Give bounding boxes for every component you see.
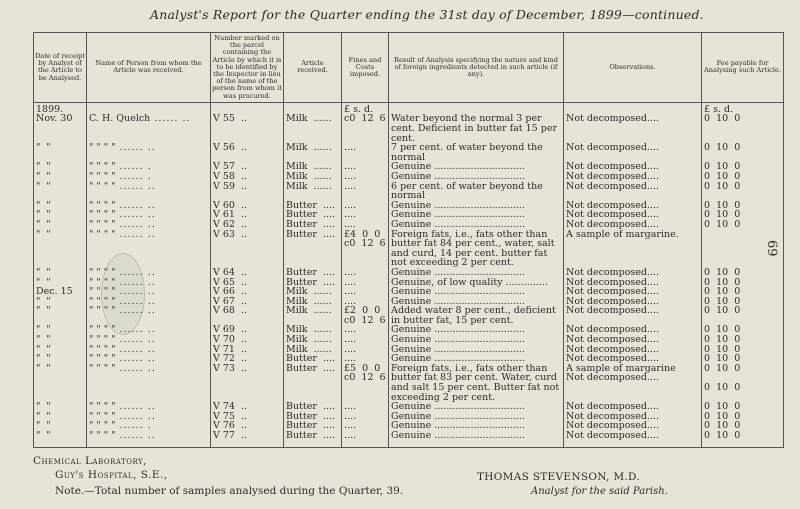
row-name: " " " " ...... .. [87,230,211,268]
row-observation: Not decomposed.... [564,325,702,335]
header-row [34,33,784,103]
row-mark: V 70 .. [211,335,284,345]
table-row [34,182,784,201]
table-row [34,201,784,211]
dot-leader: ...... .. [115,267,156,278]
dot-leader: ...... .. [115,200,156,211]
row-article: Milk ...... [284,114,342,143]
header-fines: Fines and Costs imposed. [342,33,389,103]
row-result: Genuine .............................. [389,201,564,211]
row-fines: .... [342,162,389,172]
row-observation: Not decomposed.... [564,354,702,364]
row-name: " " " " ...... . [87,421,211,431]
dot-leader: ...... .. [115,296,156,307]
report-title: Analyst's Report for the Quarter ending the 31st day of December, 1899—continued. [150,7,704,22]
row-result: Genuine .............................. [389,297,564,307]
row-fee: 0 10 0 [702,268,784,278]
row-date: " " [34,143,87,162]
row-fines: .... [342,345,389,355]
row-article: Butter .... [284,268,342,278]
row-date: " " [34,431,87,441]
row-observation: Not decomposed.... [564,210,702,220]
table-row [34,325,784,335]
row-name: " " " " ...... .. [87,412,211,422]
row-fines: .... [342,210,389,220]
row-fines: .... [342,143,389,162]
row-fines: .... [342,172,389,182]
table-row [34,172,784,182]
table-row [34,143,784,162]
row-date: " " [34,345,87,355]
header-result: Result of Analysis specifying the nature and kind of foreign ingredients detected in such article (if any). [389,33,564,103]
table-row [34,220,784,230]
row-observation: Not decomposed.... [564,431,702,441]
table-body [34,102,784,447]
row-result: Genuine .............................. [389,220,564,230]
table-row [34,354,784,364]
row-fee: 0 10 0 [702,335,784,345]
row-name: " " " " ...... .. [87,182,211,201]
row-date: " " [34,210,87,220]
row-date: " " [34,220,87,230]
row-observation: Not decomposed.... [564,143,702,162]
row-fines: .... [342,182,389,201]
row-mark: V 71 .. [211,345,284,355]
year-label: 1899. [34,102,87,114]
table-row [34,278,784,288]
row-date: " " [34,172,87,182]
table-row [34,431,784,441]
dot-leader: ...... .. [115,354,156,364]
header-observations: Observations. [564,33,702,103]
row-result: Genuine .............................. [389,345,564,355]
header-mark: Number marked on the parcel containing the Article by which it is to be identified by the Inspector in lieu of the name of the person from whom it was procured. [211,33,284,103]
row-result: Genuine, of low quality .............. [389,278,564,288]
row-fee: 0 10 0 [702,278,784,288]
row-observation: Not decomposed.... [564,335,702,345]
header-date: Date of receipt by Analyst of the Article to be Analysed. [34,33,87,103]
row-date: " " [34,421,87,431]
row-observation: Not decomposed.... [564,278,702,288]
row-date: " " [34,335,87,345]
row-mark: V 75 .. [211,412,284,422]
library-stamp [101,253,145,335]
row-fee: 0 10 0 [702,143,784,162]
row-name: " " " " ...... .. [87,325,211,335]
row-fines: .... [342,412,389,422]
row-fee: 0 10 0 [702,220,784,230]
row-article: Butter .... [284,230,342,268]
row-article: Butter .... [284,278,342,288]
row-fines: .... [342,325,389,335]
row-mark: V 62 .. [211,220,284,230]
row-observation: Not decomposed.... [564,268,702,278]
row-name: " " " " ...... .. [87,278,211,288]
row-observation: A sample of margarine. [564,230,702,268]
total-note: Note.—Total number of samples analysed during the Quarter, 39. [55,485,404,497]
row-article: Butter .... [284,431,342,441]
fines-unit: £ s. d. [342,102,389,114]
row-result: Genuine .............................. [389,421,564,431]
fee-unit: £ s. d. [702,102,784,114]
row-fee: 0 10 0 [702,287,784,297]
row-result: Genuine .............................. [389,402,564,412]
row-name: " " " " ...... . [87,162,211,172]
dot-leader: ...... .. [115,431,156,441]
dot-leader: ...... .. [115,229,156,240]
table-row [34,421,784,431]
row-name: " " " " ...... . [87,172,211,182]
row-fee: 0 10 0 [702,354,784,364]
row-fee: 0 10 0 [702,431,784,441]
table-row [34,162,784,172]
row-fines: £2 0 0 c0 12 6 [342,306,389,325]
row-observation: Not decomposed.... [564,220,702,230]
row-result: 6 per cent. of water beyond the normal [389,182,564,201]
row-date: " " [34,162,87,172]
dot-leader: ...... . [115,162,152,172]
table-row [34,335,784,345]
row-name: C. H. Quelch ...... .. [87,114,211,143]
dot-leader: ...... .. [115,181,156,192]
table-row [34,210,784,220]
dot-leader: ...... .. [115,411,156,422]
row-article: Milk ...... [284,335,342,345]
row-fines: c0 12 6 [342,114,389,143]
row-date: " " [34,412,87,422]
row-result: Genuine .............................. [389,210,564,220]
row-fee: 0 10 0 [702,345,784,355]
row-article: Milk ...... [284,306,342,325]
row-observation: Not decomposed.... [564,421,702,431]
header-name: Name of Person from whom the Article was received. [87,33,211,103]
row-article: Milk ...... [284,325,342,335]
row-mark: V 60 .. [211,201,284,211]
row-result: Genuine .............................. [389,335,564,345]
dot-leader: ...... . [115,421,152,432]
row-result: Genuine .............................. [389,412,564,422]
row-result: Genuine .............................. [389,172,564,182]
row-fines: .... [342,335,389,345]
row-observation: A sample of margarine Not decomposed.... [564,364,702,402]
header-fee: Fee payable for Analysing such Article. [702,33,784,103]
signatory-role: Analyst for the said Parish. [531,486,668,497]
row-date: " " [34,182,87,201]
row-fines: .... [342,431,389,441]
row-article: Milk ...... [284,162,342,172]
row-fee: 0 10 0 [702,201,784,211]
row-name: " " " " ...... .. [87,354,211,364]
row-fee: 0 10 0 [702,402,784,412]
row-fee: 0 10 0 [702,325,784,335]
row-name: " " " " ...... .. [87,143,211,162]
dot-leader: ...... .. [115,210,156,220]
row-fines: .... [342,201,389,211]
row-observation: Not decomposed.... [564,182,702,201]
row-observation: Not decomposed.... [564,412,702,422]
row-mark: V 73 .. [211,364,284,402]
row-fines: .... [342,421,389,431]
row-result: 7 per cent. of water beyond the normal [389,143,564,162]
row-article: Milk ...... [284,297,342,307]
table-row [34,297,784,307]
row-result: Foreign fats, i.e., fats other than butter fat 84 per cent., water, salt and curd, 14 per cent. butter fat not exceeding 2 per cent. [389,230,564,268]
row-article: Milk ...... [284,172,342,182]
row-mark: V 57 .. [211,162,284,172]
dot-leader: ...... .. [150,114,191,125]
row-fee [702,230,784,268]
row-observation: Not decomposed.... [564,162,702,172]
lab-address: Guy's Hospital, S.E., [55,469,168,481]
row-name: " " " " ...... .. [87,220,211,230]
row-article: Butter .... [284,412,342,422]
row-article: Butter .... [284,201,342,211]
dot-leader: ...... .. [115,277,156,288]
row-result: Foreign fats, i.e., fats other than butter fat 83 per cent. Water, curd and salt 15 per cent. Butter fat not exceeding 2 per cent. [389,364,564,402]
row-name: " " " " ...... .. [87,345,211,355]
row-mark: V 74 .. [211,402,284,412]
header-article: Article received. [284,33,342,103]
row-article: Milk ...... [284,143,342,162]
row-observation: Not decomposed.... [564,402,702,412]
row-result: Genuine .............................. [389,287,564,297]
row-mark: V 65 .. [211,278,284,288]
row-name: " " " " ...... .. [87,297,211,307]
row-article: Butter .... [284,220,342,230]
row-name: " " " " ...... .. [87,306,211,325]
row-fines: .... [342,268,389,278]
dot-leader: ...... .. [115,219,156,230]
row-fines: .... [342,354,389,364]
table-row [34,114,784,143]
page-number: 69 [764,240,779,257]
row-date: " " [34,354,87,364]
row-fee: 0 10 0 [702,210,784,220]
dot-leader: ...... .. [115,402,156,412]
row-observation: Not decomposed.... [564,114,702,143]
row-article: Milk ...... [284,345,342,355]
dot-leader: ...... .. [115,363,156,374]
row-date: Nov. 30 [34,114,87,143]
row-date: " " [34,278,87,288]
table-row [34,345,784,355]
row-observation: Not decomposed.... [564,297,702,307]
row-date: Dec. 15 [34,287,87,297]
row-mark: V 63 .. [211,230,284,268]
row-name: " " " " ...... .. [87,287,211,297]
row-fines: .... [342,287,389,297]
row-result: Genuine .............................. [389,431,564,441]
row-article: Milk ...... [284,287,342,297]
row-fee: 0 10 0 [702,114,784,143]
row-fines: £4 0 0 c0 12 6 [342,230,389,268]
row-fines: £5 0 0 c0 12 6 [342,364,389,402]
row-fines: .... [342,402,389,412]
row-result: Genuine .............................. [389,325,564,335]
row-fee: 0 10 0 [702,421,784,431]
row-name: " " " " ...... .. [87,335,211,345]
row-mark: V 68 .. [211,306,284,325]
table-row [34,412,784,422]
row-fee: 0 10 0 0 10 0 [702,364,784,402]
dot-leader: ...... .. [115,335,156,345]
row-article: Milk ...... [284,182,342,201]
row-mark: V 72 .. [211,354,284,364]
row-date: " " [34,325,87,335]
row-fines: .... [342,297,389,307]
row-date: " " [34,306,87,325]
row-fee: 0 10 0 [702,306,784,325]
table-row [34,230,784,268]
row-article: Butter .... [284,421,342,431]
row-name: " " " " ...... .. [87,210,211,220]
row-date: " " [34,364,87,402]
row-mark: V 64 .. [211,268,284,278]
dot-leader: ...... .. [115,306,156,317]
dot-leader: ...... . [115,171,152,182]
table-row [34,402,784,412]
row-observation: Not decomposed.... [564,172,702,182]
row-article: Butter .... [284,210,342,220]
row-mark: V 59 .. [211,182,284,201]
row-date: " " [34,268,87,278]
row-fee: 0 10 0 [702,172,784,182]
unit-row [34,102,784,114]
row-mark: V 69 .. [211,325,284,335]
row-fines: .... [342,220,389,230]
table-row [34,306,784,325]
dot-leader: ...... .. [115,287,156,297]
row-result: Added water 8 per cent., deficient in butter fat, 15 per cent. [389,306,564,325]
signatory-name: THOMAS STEVENSON, M.D. [477,471,640,483]
lab-name: Chemical Laboratory, [33,455,147,467]
row-name: " " " " ...... .. [87,268,211,278]
analysis-table [33,32,784,448]
row-mark: V 67 .. [211,297,284,307]
row-date: " " [34,402,87,412]
row-date: " " [34,297,87,307]
row-article: Butter .... [284,354,342,364]
row-mark: V 66 .. [211,287,284,297]
row-result: Genuine .............................. [389,354,564,364]
row-result: Genuine .............................. [389,162,564,172]
row-fines: .... [342,278,389,288]
table-row [34,287,784,297]
row-mark: V 55 .. [211,114,284,143]
row-article: Butter .... [284,364,342,402]
row-fee: 0 10 0 [702,162,784,172]
row-mark: V 56 .. [211,143,284,162]
dot-leader: ...... .. [115,344,156,355]
row-date: " " [34,230,87,268]
dot-leader: ...... .. [115,325,156,336]
dot-leader: ...... .. [115,143,156,154]
row-observation: Not decomposed.... [564,287,702,297]
row-date: " " [34,201,87,211]
row-mark: V 58 .. [211,172,284,182]
row-fee: 0 10 0 [702,412,784,422]
row-mark: V 76 .. [211,421,284,431]
table-filler-row [34,441,784,448]
row-observation: Not decomposed.... [564,306,702,325]
row-fee: 0 10 0 [702,297,784,307]
row-mark: V 61 .. [211,210,284,220]
row-observation: Not decomposed.... [564,345,702,355]
table-row [34,364,784,402]
row-article: Butter .... [284,402,342,412]
row-name: " " " " ...... .. [87,431,211,441]
row-mark: V 77 .. [211,431,284,441]
row-observation: Not decomposed.... [564,201,702,211]
table-row [34,268,784,278]
row-result: Water beyond the normal 3 per cent. Deficient in butter fat 15 per cent. [389,114,564,143]
row-fee: 0 10 0 [702,182,784,201]
row-result: Genuine .............................. [389,268,564,278]
row-name: " " " " ...... .. [87,201,211,211]
row-name: " " " " ...... .. [87,402,211,412]
row-name: " " " " ...... .. [87,364,211,402]
